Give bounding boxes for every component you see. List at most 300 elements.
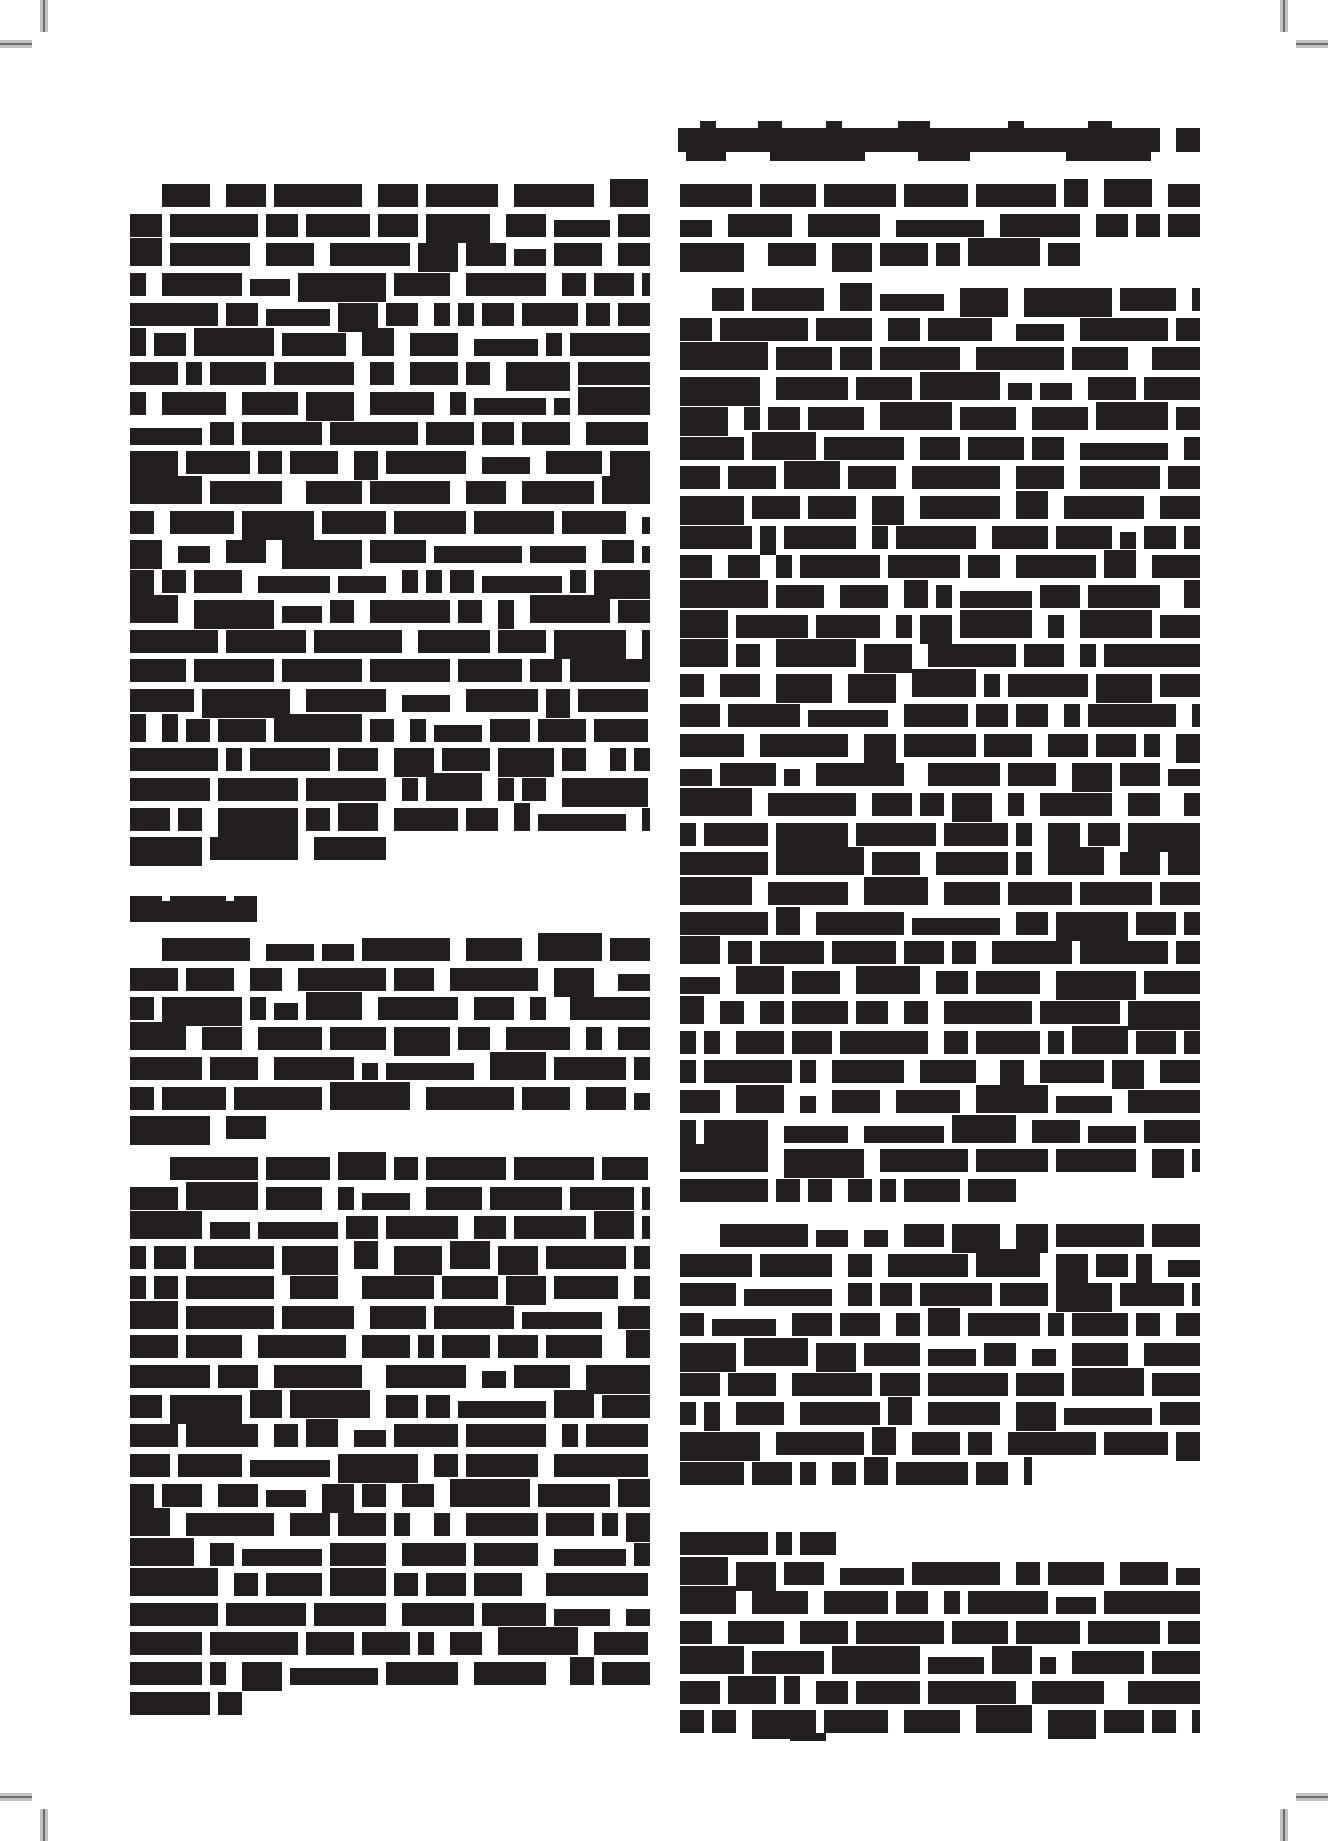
redacted-line-run <box>634 1276 650 1299</box>
redacted-line-run <box>680 1586 736 1614</box>
redacted-line-run <box>378 997 458 1020</box>
redacted-line-run <box>586 303 610 326</box>
redacted-line-run <box>1120 532 1136 549</box>
redacted-line-run <box>680 1283 736 1306</box>
redacted-line-run <box>130 1692 210 1715</box>
redacted-line-run <box>642 630 650 659</box>
redacted-line-run <box>570 1657 594 1685</box>
redacted-line-run <box>1048 1710 1096 1739</box>
redacted-line-run <box>434 1513 450 1536</box>
redacted-line-run <box>864 1230 888 1247</box>
redacted-line-run <box>226 748 242 771</box>
running-header-redacted-text <box>678 128 1160 152</box>
redacted-line-run <box>800 1621 848 1644</box>
redacted-line-run <box>530 659 562 682</box>
redacted-line-run <box>570 333 650 356</box>
redacted-line-run <box>1104 644 1200 667</box>
redacted-line-run <box>1072 1313 1128 1336</box>
redacted-line-run <box>418 1335 434 1358</box>
redacted-line-run <box>218 778 298 801</box>
redacted-line-run <box>458 1401 546 1418</box>
redacted-line-run <box>1088 585 1160 608</box>
redacted-line-run <box>1168 466 1200 489</box>
redacted-line-run <box>306 992 362 1020</box>
redacted-line-run <box>466 273 546 296</box>
redacted-line-run <box>250 1390 282 1418</box>
redacted-line-run <box>976 1249 1040 1277</box>
redacted-line-run <box>618 1306 650 1329</box>
redacted-line-run <box>968 1313 1040 1336</box>
redacted-line-run <box>760 734 848 757</box>
redacted-line-run <box>290 1276 338 1299</box>
redacted-line-run <box>1168 214 1200 237</box>
redacted-line-run <box>266 214 298 237</box>
redacted-line-run <box>840 347 872 370</box>
redacted-line-run <box>896 526 976 549</box>
redacted-line-run <box>394 511 466 534</box>
redacted-line-run <box>306 778 386 801</box>
redacted-line-run <box>896 615 912 638</box>
redacted-line-run <box>578 689 648 712</box>
redacted-line-run <box>618 974 650 991</box>
redacted-line-run <box>1016 852 1032 875</box>
redacted-line-run <box>1016 823 1032 846</box>
redacted-line-run <box>1072 347 1128 370</box>
redacted-line-run <box>466 1513 538 1536</box>
crop-mark-top-left-horizontal-core <box>0 43 32 45</box>
redacted-line-run <box>968 555 1000 578</box>
redacted-line-run <box>1144 1343 1200 1366</box>
redacted-line-run <box>210 1222 250 1239</box>
redacted-line-run <box>130 837 202 866</box>
redacted-line-run <box>130 1424 178 1447</box>
redacted-line-run <box>554 968 594 997</box>
redacted-line-run <box>1032 407 1088 430</box>
redacted-line-run <box>856 1621 944 1644</box>
redacted-line-run <box>760 941 824 964</box>
redacted-line-run <box>642 1187 650 1210</box>
redacted-line-run <box>426 214 490 243</box>
redacted-line-run <box>760 184 816 207</box>
redacted-line-run <box>744 1338 808 1366</box>
redacted-line-run <box>250 1460 330 1477</box>
redacted-line-run <box>680 526 752 549</box>
redacted-line-run <box>784 1126 848 1143</box>
redacted-line-run <box>680 1402 696 1425</box>
redacted-line-run <box>912 466 1000 489</box>
redacted-line-run <box>680 342 768 370</box>
redacted-line-run <box>1120 1562 1168 1585</box>
redacted-line-run <box>370 1306 426 1329</box>
redacted-line-run <box>426 184 498 207</box>
redacted-line-run <box>466 481 506 504</box>
redacted-line-run <box>474 1543 538 1566</box>
redacted-line-run <box>202 1027 242 1050</box>
redacted-line-run <box>266 944 314 961</box>
redacted-line-run <box>186 362 202 385</box>
redacted-line-run <box>944 823 1008 846</box>
redacted-line-run <box>1104 550 1136 578</box>
redacted-line-run <box>712 1710 736 1733</box>
redacted-line-run <box>130 748 218 771</box>
redacted-line-run <box>130 630 218 653</box>
redacted-line-run <box>776 847 864 875</box>
redacted-line-run <box>306 1632 354 1655</box>
redacted-line-run <box>1064 496 1144 519</box>
redacted-line-run <box>880 243 928 266</box>
redacted-line-run <box>1136 1313 1160 1336</box>
redacted-line-run <box>426 422 474 445</box>
redacted-line-run <box>1080 610 1152 638</box>
redacted-line-run <box>1032 1349 1056 1366</box>
redacted-line-run <box>282 1246 338 1275</box>
redacted-line-run <box>896 1090 960 1113</box>
redacted-line-run <box>720 763 776 786</box>
redacted-line-run <box>928 1308 960 1336</box>
redacted-line-run <box>602 476 650 504</box>
redacted-line-run <box>1160 1402 1200 1425</box>
redacted-line-run <box>968 1179 1016 1202</box>
redacted-line-run <box>474 1662 546 1685</box>
redacted-line-run <box>744 407 760 430</box>
redacted-line-run <box>434 303 450 326</box>
redacted-line-run <box>1176 1313 1200 1336</box>
redacted-line-run <box>474 511 554 534</box>
redacted-line-run <box>330 422 418 445</box>
redacted-line-run <box>322 1484 354 1513</box>
redacted-line-run <box>984 1343 1016 1366</box>
section-heading-redacted <box>130 896 257 922</box>
redacted-line-run <box>728 555 760 578</box>
redacted-line-run <box>130 778 210 801</box>
redacted-line-run <box>554 398 570 415</box>
redacted-line-run <box>130 1508 170 1536</box>
redacted-line-run <box>194 328 274 356</box>
redacted-line-run <box>744 1289 832 1306</box>
redacted-line-run <box>170 243 250 266</box>
redacted-line-run <box>130 1211 202 1239</box>
redacted-line-run <box>736 1085 784 1113</box>
redacted-line-run <box>218 1692 242 1715</box>
redacted-line-run <box>680 977 720 994</box>
redacted-line-run <box>936 585 952 608</box>
redacted-line-run <box>338 1187 354 1210</box>
redacted-line-run <box>680 1462 744 1485</box>
redacted-line-run <box>848 1283 872 1306</box>
redacted-line-run <box>642 273 650 296</box>
redacted-line-run <box>960 288 1008 317</box>
redacted-line-run <box>282 659 362 682</box>
redacted-line-run <box>498 600 514 629</box>
redacted-line-run <box>1040 793 1112 816</box>
redacted-line-run <box>1120 763 1160 786</box>
redacted-line-run <box>1056 1096 1112 1113</box>
redacted-line-run <box>1152 1710 1176 1733</box>
redacted-line-run <box>928 1349 976 1366</box>
redacted-line-run <box>872 793 912 816</box>
redacted-line-run <box>816 318 872 341</box>
redacted-line-run <box>1016 704 1048 727</box>
redacted-line-run <box>752 432 816 460</box>
redacted-line-run <box>186 451 250 474</box>
redacted-line-run <box>880 1283 912 1306</box>
redacted-line-run <box>130 997 154 1020</box>
redacted-line-run <box>370 659 450 682</box>
redacted-line-run <box>728 214 792 237</box>
redacted-line-run <box>594 273 634 296</box>
redacted-line-run <box>642 808 650 831</box>
redacted-line-run <box>896 1313 920 1336</box>
redacted-line-run <box>1072 763 1112 792</box>
redacted-line-run <box>680 437 744 460</box>
redacted-line-run <box>1192 288 1200 311</box>
redacted-line-run <box>1176 1568 1200 1585</box>
redacted-line-run <box>554 243 602 266</box>
redacted-line-run <box>274 1424 298 1447</box>
redacted-line-run <box>680 852 768 875</box>
redacted-line-run <box>426 1157 506 1180</box>
redacted-line-run <box>386 1063 474 1080</box>
redacted-line-run <box>976 347 1064 370</box>
redacted-line-run <box>306 214 370 237</box>
redacted-line-run <box>856 377 912 400</box>
redacted-line-run <box>1056 1149 1136 1172</box>
redacted-line-run <box>522 303 578 326</box>
redacted-line-run <box>538 814 626 831</box>
redacted-line-run <box>1008 882 1072 905</box>
redacted-line-run <box>466 938 522 961</box>
redacted-line-run <box>904 704 968 727</box>
redacted-line-run <box>776 1179 800 1202</box>
header-ascender-nub-2 <box>826 121 842 128</box>
redacted-line-run <box>162 570 186 593</box>
redacted-line-run <box>816 1230 848 1247</box>
redacted-line-run <box>1160 1060 1200 1083</box>
redacted-line-run <box>210 1632 298 1655</box>
redacted-line-run <box>1176 318 1200 341</box>
redacted-line-run <box>570 570 586 593</box>
redacted-line-run <box>680 496 744 525</box>
redacted-line-run <box>680 1681 720 1704</box>
redacted-line-run <box>680 1373 720 1396</box>
redacted-line-run <box>130 1454 170 1477</box>
redacted-line-run <box>266 309 330 326</box>
redacted-line-run <box>936 243 960 266</box>
redacted-line-run <box>680 1313 704 1336</box>
redacted-line-run <box>784 526 856 549</box>
redacted-line-run <box>466 1424 546 1447</box>
redacted-line-run <box>226 1116 266 1139</box>
redacted-line-run <box>130 1116 210 1145</box>
redacted-line-run <box>394 1424 458 1447</box>
redacted-line-run <box>186 968 234 991</box>
redacted-line-run <box>506 214 546 237</box>
redacted-line-run <box>904 1179 960 1202</box>
redacted-line-run <box>498 778 514 801</box>
redacted-line-run <box>680 1710 704 1733</box>
redacted-line-run <box>194 1246 274 1269</box>
redacted-line-run <box>362 1193 410 1210</box>
crop-mark-bottom-right-vertical-core <box>1283 1809 1285 1841</box>
redacted-line-run <box>394 1027 450 1056</box>
redacted-line-run <box>578 387 650 415</box>
redacted-line-run <box>1144 1120 1200 1143</box>
redacted-line-run <box>458 659 522 682</box>
redacted-line-run <box>130 392 146 415</box>
redacted-line-run <box>896 1462 968 1485</box>
redacted-line-run <box>306 808 330 831</box>
redacted-line-run <box>258 1027 322 1050</box>
redacted-line-run <box>880 402 952 430</box>
redacted-line-run <box>394 968 434 991</box>
redacted-line-run <box>586 1365 650 1394</box>
redacted-line-run <box>800 1402 880 1425</box>
redacted-line-run <box>418 630 490 653</box>
redacted-line-run <box>1184 580 1200 608</box>
redacted-line-run <box>154 333 186 356</box>
redacted-line-run <box>634 1093 650 1110</box>
redacted-line-run <box>466 808 498 831</box>
redacted-line-run <box>872 496 904 525</box>
redacted-line-run <box>680 734 744 757</box>
redacted-line-run <box>498 1627 578 1655</box>
redacted-line-run <box>130 214 162 237</box>
redacted-line-run <box>752 496 800 519</box>
redacted-line-run <box>1184 793 1200 816</box>
redacted-line-run <box>562 778 648 807</box>
redacted-line-run <box>330 1082 410 1110</box>
redacted-line-run <box>370 540 426 563</box>
redacted-line-run <box>394 1157 418 1180</box>
redacted-line-run <box>522 1087 570 1110</box>
redacted-line-run <box>888 555 960 578</box>
redacted-line-run <box>330 600 354 623</box>
redacted-line-run <box>1016 1402 1056 1431</box>
redacted-line-run <box>800 1532 836 1555</box>
redacted-line-run <box>680 184 752 207</box>
redacted-line-run <box>1056 526 1112 549</box>
redacted-line-run <box>130 1022 186 1050</box>
crop-mark-bottom-left-vertical-core <box>43 1809 45 1841</box>
redacted-line-run <box>792 1373 872 1396</box>
redacted-line-run <box>346 1216 378 1239</box>
redacted-line-run <box>250 997 266 1020</box>
redacted-line-run <box>760 526 776 555</box>
redacted-line-run <box>354 1241 378 1269</box>
redacted-line-run <box>1128 823 1200 852</box>
redacted-line-run <box>554 1390 594 1418</box>
redacted-line-run <box>194 659 274 682</box>
redacted-line-run <box>680 555 712 578</box>
redacted-line-run <box>210 1057 258 1080</box>
redacted-line-run <box>1048 847 1104 875</box>
redacted-line-run <box>968 1591 1048 1614</box>
redacted-line-run <box>920 793 944 816</box>
redacted-line-run <box>1056 971 1136 1000</box>
redacted-line-run <box>808 496 856 519</box>
redacted-line-run <box>776 674 832 703</box>
redacted-line-run <box>1144 971 1200 994</box>
redacted-line-run <box>370 719 394 742</box>
redacted-line-run <box>234 1573 258 1596</box>
redacted-line-run <box>1024 644 1064 667</box>
redacted-line-run <box>832 1462 856 1485</box>
redacted-line-run <box>792 1031 832 1054</box>
redacted-line-run <box>792 1313 832 1336</box>
redacted-line-run <box>1056 1597 1096 1614</box>
redacted-line-run <box>498 630 546 653</box>
redacted-line-run <box>720 1224 808 1247</box>
redacted-line-run <box>720 674 760 697</box>
header-ascender-nub-4 <box>1008 121 1024 128</box>
redacted-line-run <box>378 184 418 207</box>
redacted-line-run <box>130 808 170 831</box>
redacted-line-run <box>602 1513 618 1536</box>
redacted-line-run <box>880 294 944 311</box>
redacted-line-run <box>602 540 634 563</box>
redacted-line-run <box>816 1681 848 1704</box>
redacted-line-run <box>498 1246 538 1275</box>
redacted-line-run <box>322 511 386 534</box>
redacted-line-run <box>976 184 1056 207</box>
redacted-line-run <box>896 1591 928 1614</box>
redacted-line-run <box>1016 466 1064 489</box>
redacted-line-run <box>474 1573 522 1596</box>
redacted-line-run <box>386 1662 458 1685</box>
redacted-line-run <box>952 1115 1016 1143</box>
redacted-line-run <box>1128 1090 1200 1113</box>
redacted-line-run <box>450 1632 482 1655</box>
redacted-line-run <box>186 1424 258 1447</box>
redacted-line-run <box>498 748 554 777</box>
redacted-line-run <box>1088 823 1120 846</box>
redacted-line-run <box>178 546 210 563</box>
redacted-line-run <box>130 1301 178 1329</box>
redacted-line-run <box>162 714 178 742</box>
redacted-line-run <box>506 1276 546 1305</box>
redacted-line-run <box>1080 882 1152 905</box>
redacted-line-run <box>1192 1149 1200 1172</box>
redacted-line-run <box>952 1621 1008 1644</box>
redacted-line-run <box>1184 437 1200 460</box>
redacted-line-run <box>824 1591 888 1614</box>
redacted-line-run <box>330 1568 386 1596</box>
redacted-line-run <box>130 362 178 385</box>
heading-notch <box>226 896 234 901</box>
redacted-line-run <box>482 1371 506 1388</box>
redacted-line-run <box>386 1216 458 1239</box>
redacted-line-run <box>736 1402 784 1425</box>
redacted-line-run <box>602 1157 648 1180</box>
crop-mark-bottom-left-horizontal-core <box>0 1796 32 1798</box>
redacted-line-run <box>1024 288 1112 317</box>
redacted-line-run <box>402 1543 466 1566</box>
redacted-line-run <box>274 184 362 207</box>
redacted-line-run <box>680 1060 696 1083</box>
redacted-line-run <box>680 639 728 667</box>
redacted-line-run <box>522 778 546 801</box>
redacted-line-run <box>450 968 538 991</box>
redacted-line-run <box>418 243 458 272</box>
redacted-line-run <box>704 1402 720 1431</box>
redacted-line-run <box>720 318 808 341</box>
redacted-line-run <box>290 1668 378 1685</box>
redacted-line-run <box>426 773 482 801</box>
redacted-line-run <box>130 659 186 682</box>
crop-mark-top-right-horizontal-core <box>1296 43 1328 45</box>
redacted-line-run <box>162 184 210 207</box>
redacted-line-run <box>1048 734 1088 757</box>
